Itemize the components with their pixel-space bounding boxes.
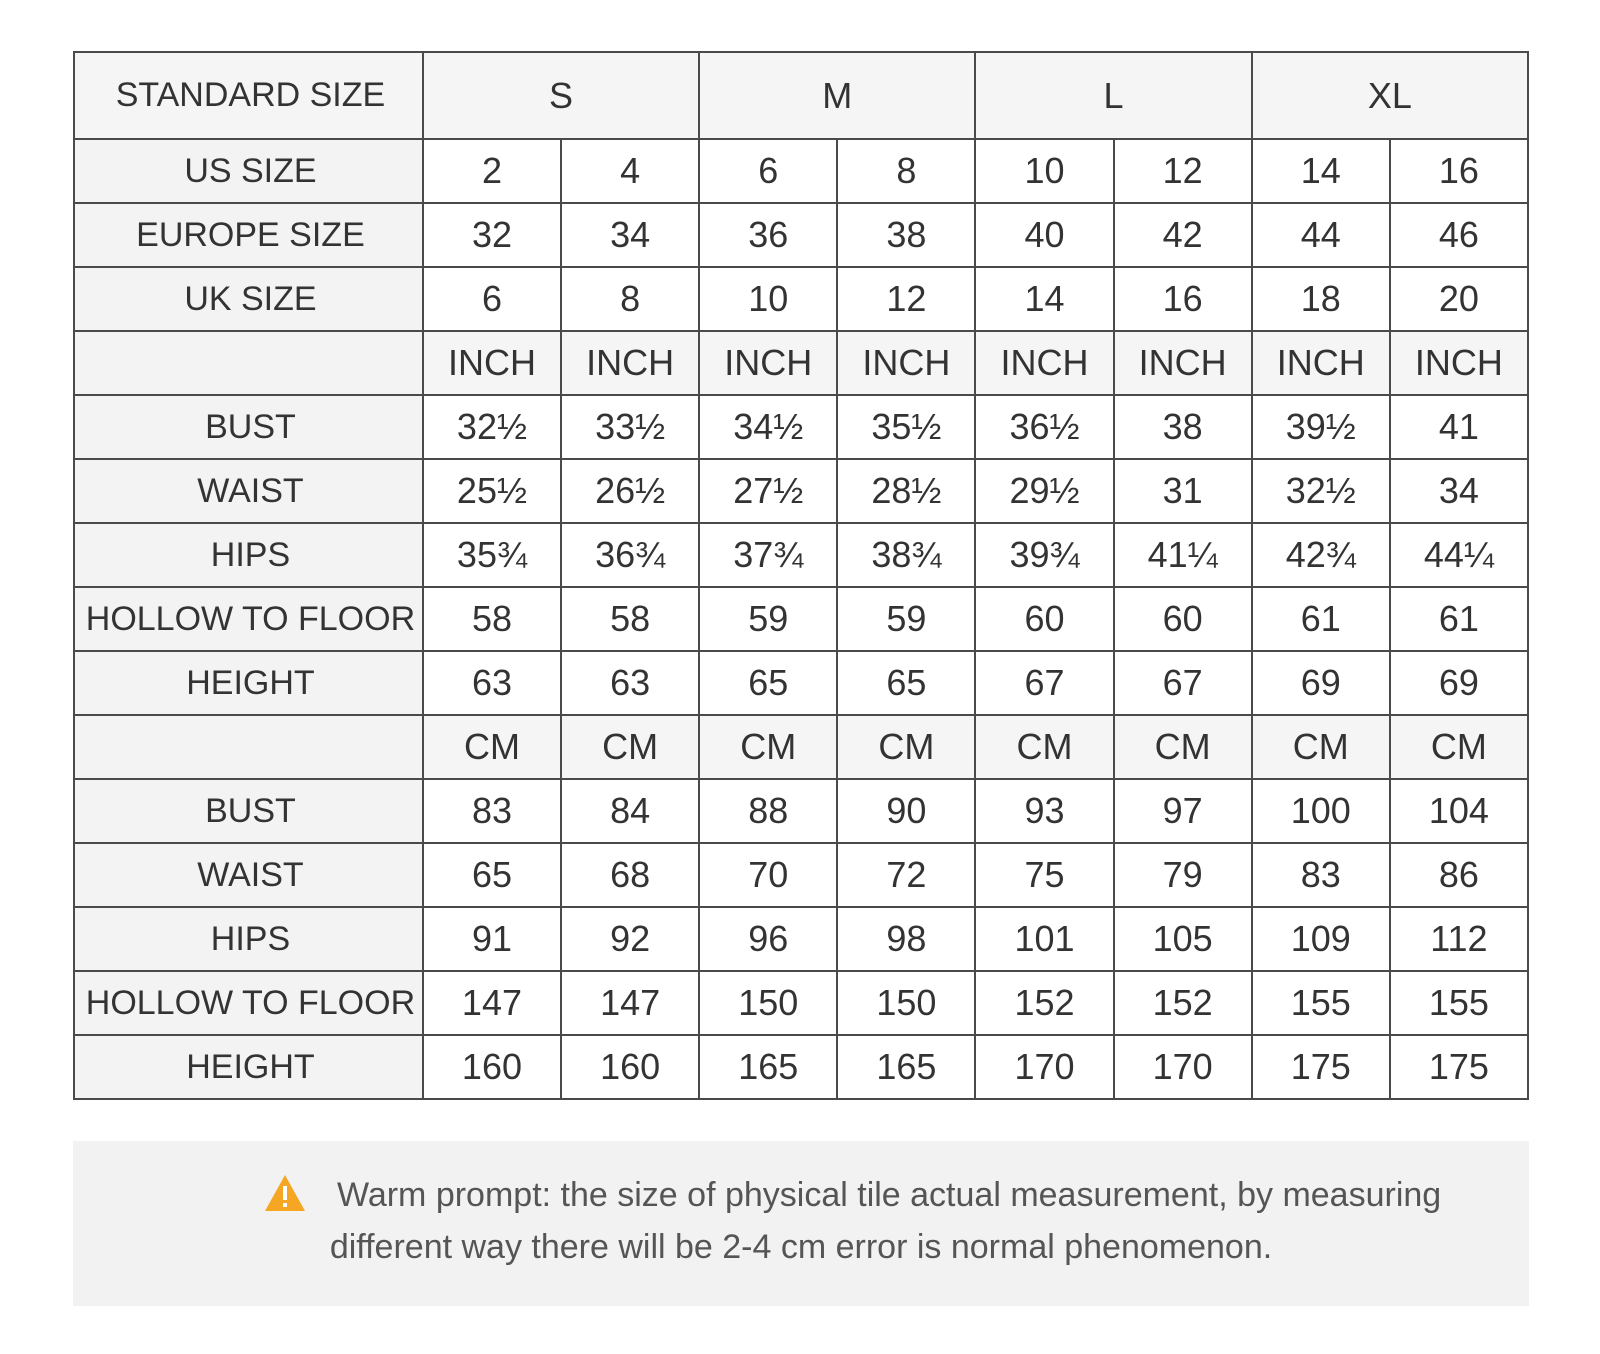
table-cell: 98 [837,907,975,971]
table-cell: 8 [837,139,975,203]
unit-cell: INCH [423,331,561,395]
unit-cell: CM [837,715,975,779]
table-row [74,587,1528,651]
unit-cell: INCH [1390,331,1528,395]
table-cell: 31 [1114,459,1252,523]
table-cell: 69 [1390,651,1528,715]
row-label: HIPS [74,523,423,587]
table-cell: 42 [1114,203,1252,267]
row-label: HEIGHT [74,651,423,715]
table-cell: 75 [975,843,1113,907]
table-cell: 60 [975,587,1113,651]
table-cell: 63 [423,651,561,715]
table-cell: 25½ [423,459,561,523]
table-row [74,395,1528,459]
table-cell: 86 [1390,843,1528,907]
row-label: WAIST [74,843,423,907]
table-cell: 41 [1390,395,1528,459]
standard-size-label: STANDARD SIZE [74,52,423,139]
warning-triangle-icon [263,1173,307,1213]
table-cell: 12 [837,267,975,331]
unit-row [74,715,1528,779]
table-cell: 155 [1252,971,1390,1035]
note-text-line-1: Warm prompt: the size of physical tile actual measurement, by measuring [337,1176,1442,1214]
table-cell: 65 [837,651,975,715]
row-label: UK SIZE [74,267,423,331]
table-cell: 147 [561,971,699,1035]
unit-cell: CM [975,715,1113,779]
table-cell: 29½ [975,459,1113,523]
table-cell: 152 [1114,971,1252,1035]
row-label: HIPS [74,907,423,971]
table-cell: 35½ [837,395,975,459]
table-cell: 46 [1390,203,1528,267]
row-label: HOLLOW TO FLOOR [74,587,423,651]
table-cell: 170 [1114,1035,1252,1099]
table-cell: 58 [423,587,561,651]
table-cell: 150 [699,971,837,1035]
table-cell: 67 [1114,651,1252,715]
table-cell: 34 [1390,459,1528,523]
unit-cell: CM [1114,715,1252,779]
table-cell: 72 [837,843,975,907]
unit-cell: INCH [1252,331,1390,395]
table-cell: 100 [1252,779,1390,843]
table-cell: 16 [1114,267,1252,331]
table-cell: 28½ [837,459,975,523]
table-cell: 42¾ [1252,523,1390,587]
table-cell: 160 [561,1035,699,1099]
unit-cell: INCH [699,331,837,395]
unit-row [74,331,1528,395]
table-cell: 14 [975,267,1113,331]
table-cell: 58 [561,587,699,651]
table-cell: 6 [423,267,561,331]
table-cell: 61 [1252,587,1390,651]
table-cell: 35¾ [423,523,561,587]
table-cell: 152 [975,971,1113,1035]
table-cell: 59 [699,587,837,651]
table-cell: 69 [1252,651,1390,715]
table-cell: 16 [1390,139,1528,203]
table-cell: 34½ [699,395,837,459]
table-cell: 36¾ [561,523,699,587]
table-cell: 83 [1252,843,1390,907]
table-cell: 83 [423,779,561,843]
table-cell: 44¼ [1390,523,1528,587]
standard-size-row [74,52,1528,139]
table-cell: 63 [561,651,699,715]
table-cell: 60 [1114,587,1252,651]
table-cell: 38 [837,203,975,267]
table-cell: 109 [1252,907,1390,971]
table-row [74,267,1528,331]
row-label: HOLLOW TO FLOOR [74,971,423,1035]
unit-cell: CM [561,715,699,779]
table-cell: 12 [1114,139,1252,203]
unit-cell: CM [423,715,561,779]
row-label: BUST [74,779,423,843]
row-label: US SIZE [74,139,423,203]
table-cell: 8 [561,267,699,331]
size-group-xl: XL [1252,52,1528,139]
warm-prompt-note [73,1141,1529,1306]
table-cell: 155 [1390,971,1528,1035]
size-chart-table [73,51,1529,1100]
note-text-line-2: different way there will be 2-4 cm error is normal phenomenon. [329,1228,1273,1266]
table-row [74,779,1528,843]
row-label: BUST [74,395,423,459]
table-row [74,203,1528,267]
table-row [74,459,1528,523]
table-cell: 105 [1114,907,1252,971]
table-row [74,523,1528,587]
table-cell: 150 [837,971,975,1035]
table-cell: 101 [975,907,1113,971]
unit-cell: CM [699,715,837,779]
table-cell: 112 [1390,907,1528,971]
table-cell: 147 [423,971,561,1035]
table-cell: 91 [423,907,561,971]
table-row [74,843,1528,907]
table-cell: 97 [1114,779,1252,843]
table-cell: 32 [423,203,561,267]
size-group-l: L [975,52,1251,139]
row-label: WAIST [74,459,423,523]
table-cell: 165 [837,1035,975,1099]
table-cell: 44 [1252,203,1390,267]
table-cell: 93 [975,779,1113,843]
table-cell: 41¼ [1114,523,1252,587]
unit-cell: INCH [837,331,975,395]
table-cell: 84 [561,779,699,843]
table-cell: 40 [975,203,1113,267]
unit-cell: CM [1390,715,1528,779]
table-cell: 104 [1390,779,1528,843]
table-cell: 33½ [561,395,699,459]
table-cell: 175 [1252,1035,1390,1099]
size-group-s: S [423,52,699,139]
table-cell: 92 [561,907,699,971]
table-cell: 160 [423,1035,561,1099]
table-cell: 90 [837,779,975,843]
table-cell: 37¾ [699,523,837,587]
unit-cell: CM [1252,715,1390,779]
unit-cell: INCH [975,331,1113,395]
table-cell: 65 [423,843,561,907]
table-cell: 2 [423,139,561,203]
table-cell: 61 [1390,587,1528,651]
table-cell: 68 [561,843,699,907]
table-row [74,907,1528,971]
table-cell: 38¾ [837,523,975,587]
row-label [74,715,423,779]
table-cell: 32½ [423,395,561,459]
table-cell: 10 [699,267,837,331]
table-cell: 20 [1390,267,1528,331]
row-label [74,331,423,395]
table-row [74,1035,1528,1099]
table-cell: 4 [561,139,699,203]
table-cell: 32½ [1252,459,1390,523]
table-cell: 59 [837,587,975,651]
table-cell: 67 [975,651,1113,715]
row-label: EUROPE SIZE [74,203,423,267]
table-cell: 38 [1114,395,1252,459]
size-group-m: M [699,52,975,139]
table-row [74,971,1528,1035]
table-cell: 10 [975,139,1113,203]
table-cell: 36½ [975,395,1113,459]
table-cell: 79 [1114,843,1252,907]
table-cell: 18 [1252,267,1390,331]
table-cell: 65 [699,651,837,715]
table-cell: 170 [975,1035,1113,1099]
table-cell: 39½ [1252,395,1390,459]
table-cell: 27½ [699,459,837,523]
table-cell: 70 [699,843,837,907]
table-cell: 36 [699,203,837,267]
table-cell: 34 [561,203,699,267]
table-row [74,651,1528,715]
table-cell: 14 [1252,139,1390,203]
row-label: HEIGHT [74,1035,423,1099]
table-cell: 88 [699,779,837,843]
table-cell: 165 [699,1035,837,1099]
unit-cell: INCH [561,331,699,395]
table-row [74,139,1528,203]
table-cell: 175 [1390,1035,1528,1099]
table-cell: 96 [699,907,837,971]
table-cell: 6 [699,139,837,203]
unit-cell: INCH [1114,331,1252,395]
table-cell: 39¾ [975,523,1113,587]
table-cell: 26½ [561,459,699,523]
